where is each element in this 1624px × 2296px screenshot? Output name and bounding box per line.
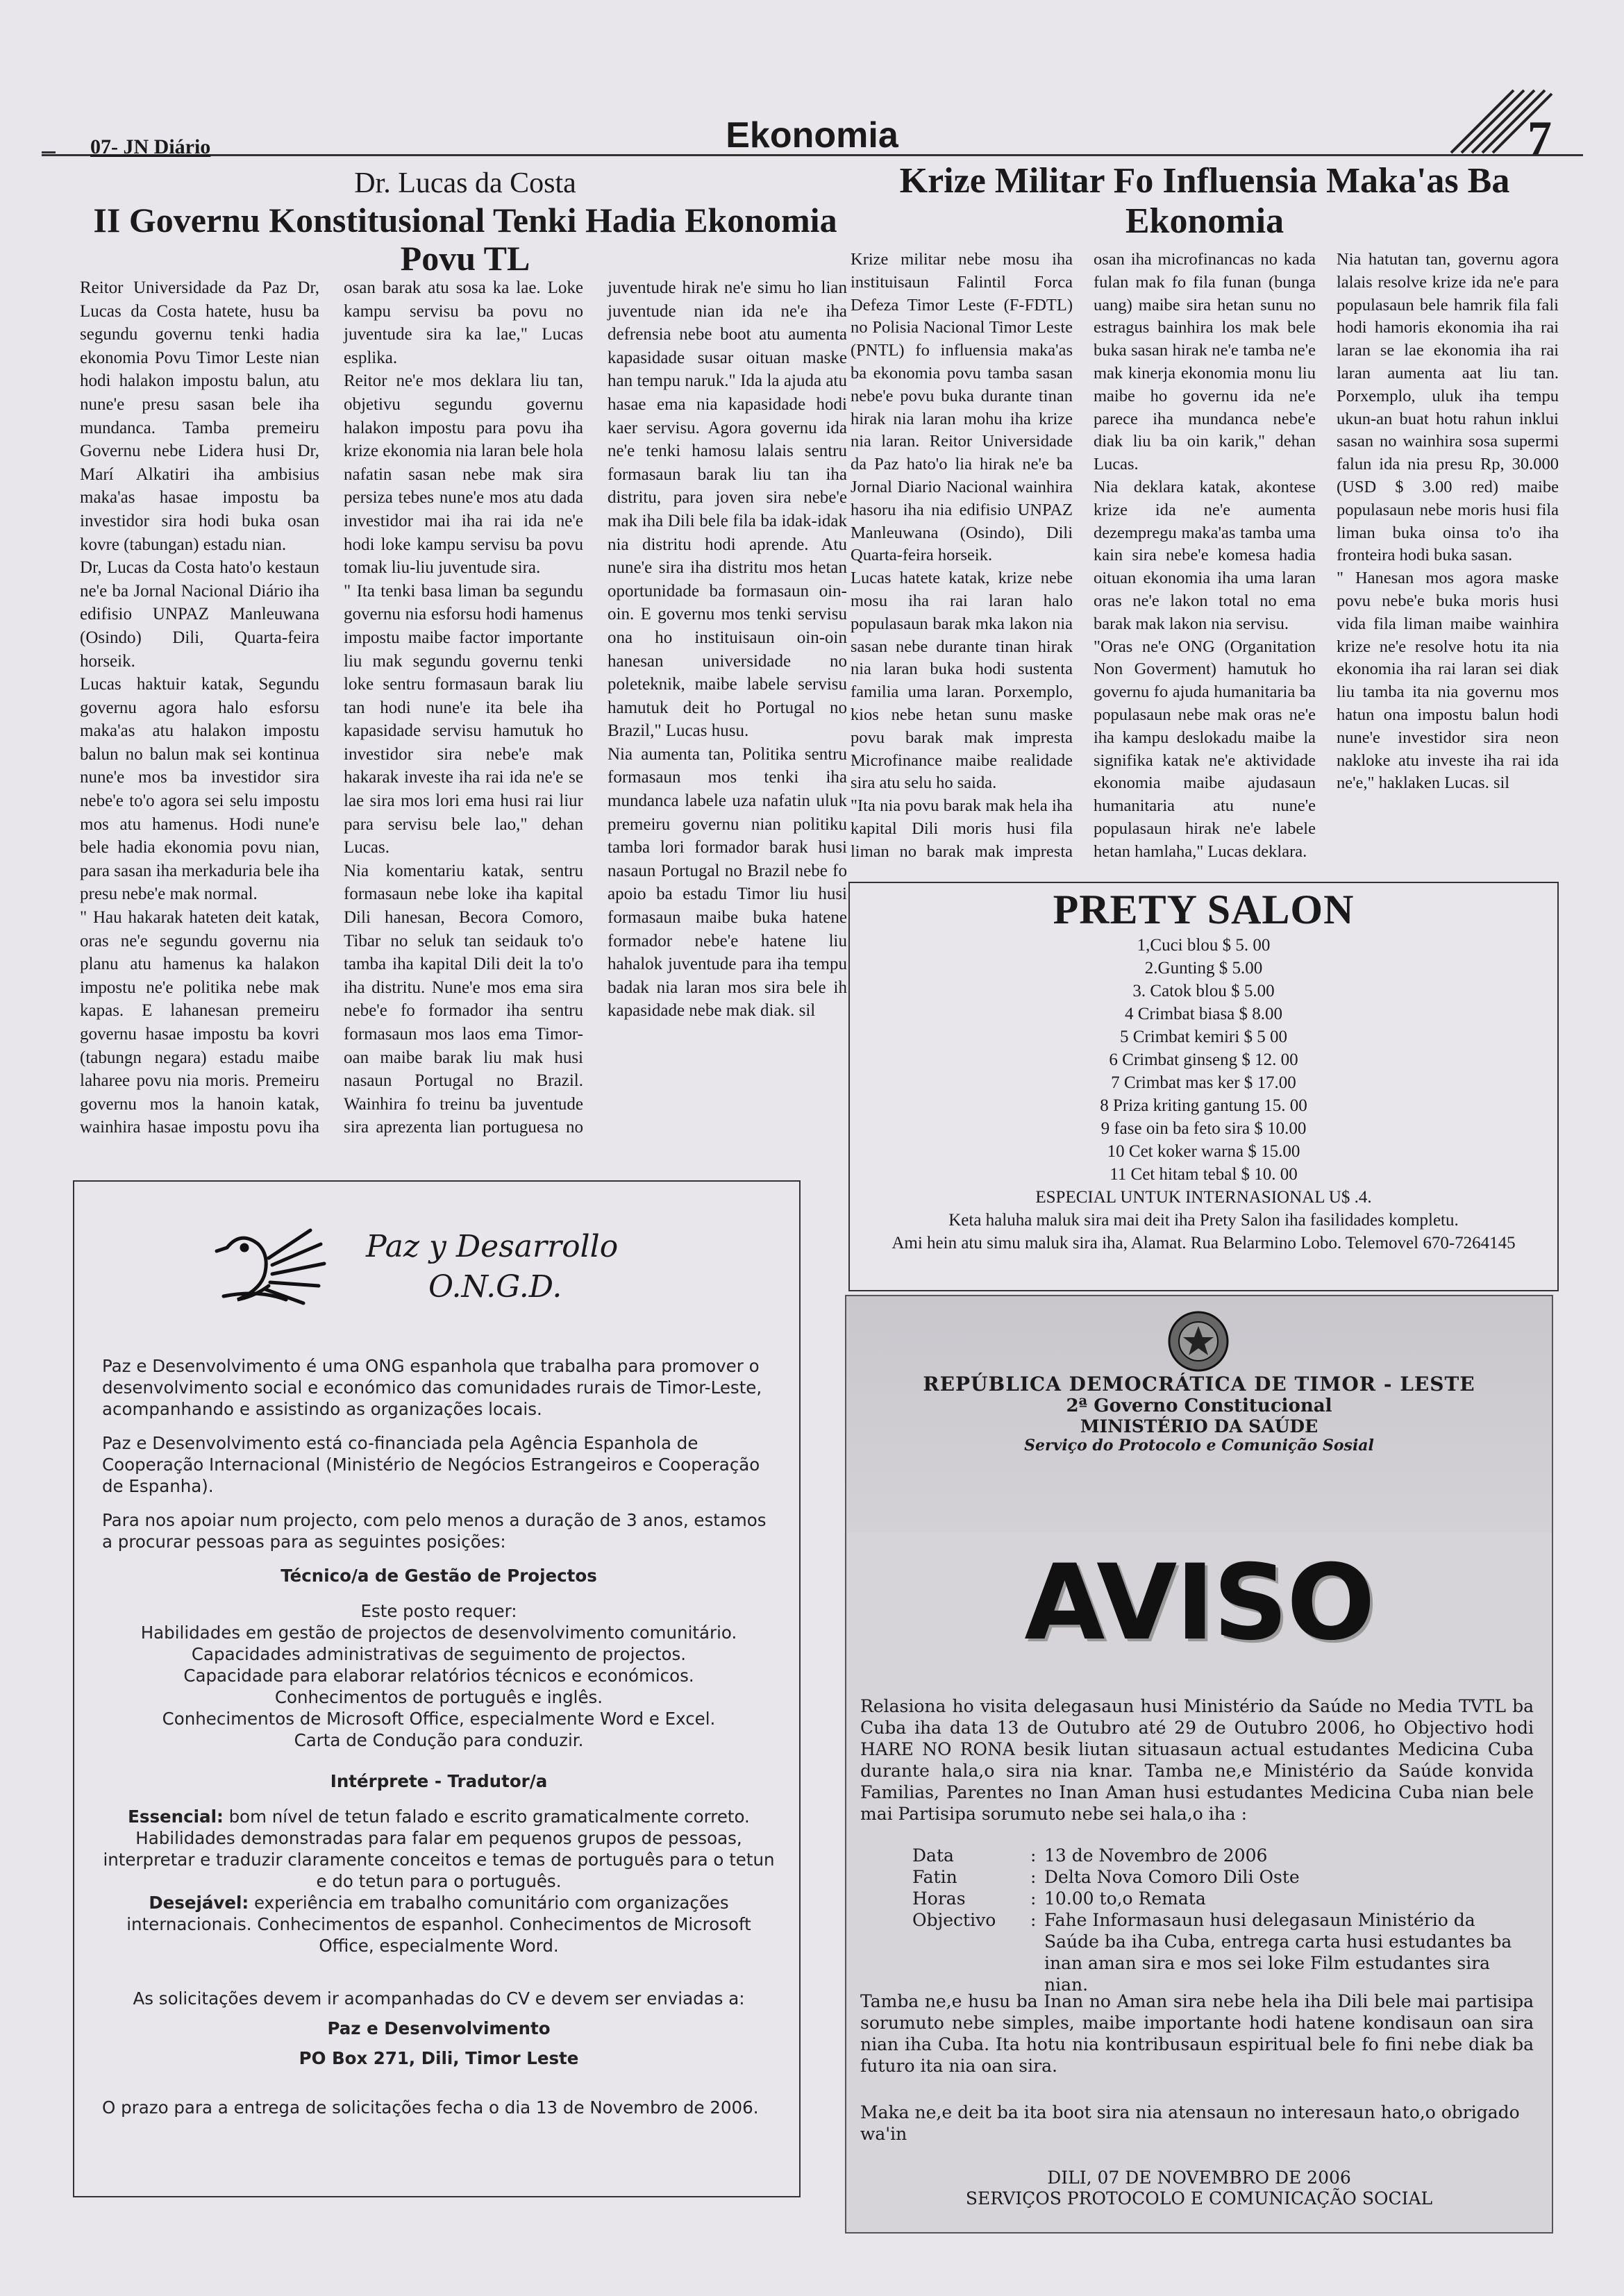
ong-apply: As solicitações devem ir acompanhadas do CV e devem ser enviadas a: bbox=[133, 1988, 745, 2009]
article2-paragraph: Krize militar nebe mosu iha instituisaun Falintil Forca Defeza Timor Leste (F-FDTL) no Polisia Nacional Timor Leste (PNTL) fo influensia maka'as ba ekonomia povu tamba sasan nebe'e povu buka durante tinan hirak nia laran mohu iha krize nia laran. Reitor Universidade da Paz hato'o lia hirak ne'e ba Jornal Diario Nacional wainhira hasoru iha nia edifisio UNPAZ Manleuwana (Osindo), Dili Quarta-feira horseik. bbox=[851, 250, 1073, 565]
aviso-detail-value: 13 de Novembro de 2006 bbox=[1044, 1845, 1268, 1866]
aviso-closing: Maka ne,e deit ba ita boot sira nia atensaun no interesaun hato,o obrigado wa'in bbox=[860, 2102, 1520, 2144]
salon-price-item: 1,Cuci blou $ 5. 00 bbox=[1137, 936, 1271, 955]
article1-author: Dr. Lucas da Costa bbox=[354, 167, 576, 199]
article1-paragraph: Lucas haktuir katak, Segundu governu agora halo esforsu maka'as atu halakon impostu balun no balun mak sei kontinua nune'e mos ba investidor sira nebe'e to'o agora sei selu impostu mos atu hamenus. Hodi nune'e bele hadia ekonomia povu nian, para sasan iha merkaduria bele iha presu nebe'e mak normal. bbox=[80, 675, 319, 904]
article2-paragraph: Lucas hatete katak, krize nebe mosu iha rai laran halo populasaun barak mka lakon nia sasan nebe durante tinan hirak nia laran buka hodi sustenta familia uma laran. Porxemplo, kios nebe hetan sunu maske povu barak mak impresta Microfinance maibe realidade sira atu selu ho saida. bbox=[851, 569, 1073, 793]
ong-ad bbox=[73, 1180, 801, 2197]
ong-req: Habilidades em gestão de projectos de desenvolvimento comunitário. bbox=[140, 1623, 737, 1643]
ong-essential-label: Essencial: bbox=[128, 1807, 224, 1827]
aviso-detail-value: 10.00 to,o Remata bbox=[1044, 1888, 1206, 1909]
salon-price-item: 7 Crimbat mas ker $ 17.00 bbox=[1111, 1073, 1296, 1092]
article2-paragraph: Nia hatutan tan, governu agora lalais resolve krize ida ne'e para populasaun bele hamrik fila fali hodi hamoris ekonomia iha rai laran se lae ekonomia iha rai laran aumenta aat liu tan. Porxemplo, uluk iha tempu ukun-an buat hotu rahun inklui sasan no wainhira sosa supermi falun ida nia presu Rp, 30.000 (USD $ 3.00 red) maibe populasaun nebe moris husi fila liman buka oinsa to'o iha fronteira hodi buka sasan. bbox=[1337, 250, 1559, 565]
aviso-details bbox=[912, 1845, 1523, 1995]
ong-position-title: Técnico/a de Gestão de Projectos bbox=[281, 1566, 597, 1586]
salon-price-list bbox=[850, 934, 1557, 1186]
aviso-letterhead bbox=[846, 1373, 1552, 1455]
aviso-detail-row: Horas : 10.00 to,o Remata bbox=[912, 1888, 1206, 1909]
ong-name bbox=[366, 1227, 618, 1307]
ong-desirable-label: Desejável: bbox=[149, 1893, 249, 1913]
article1-paragraph: Dr, Lucas da Costa hato'o kestaun ne'e ba Jornal Nacional Diário iha edifisio UNPAZ Manleuwana (Osindo) Dili, Quarta-feira horseik. bbox=[80, 558, 319, 671]
ong-text bbox=[102, 1355, 776, 2118]
ong-org: Paz e Desenvolvimento bbox=[327, 2018, 551, 2038]
article2-paragraph: " Hanesan mos agora maske povu nebe'e buka moris husi vida fila liman maibe wainhira krize ne'e resolve hotu ita nia ekonomia iha rai laran sei diak liu tamba ita nia governu mos hatun ona impostu balun hodi nune'e investidor sira neon nakloke atu investe iha rai ida ne'e," haklaken Lucas. sil bbox=[1337, 569, 1559, 793]
aviso-detail-label: Fatin bbox=[912, 1867, 957, 1887]
aviso-ministry: MINISTÉRIO DA SAÚDE bbox=[1080, 1416, 1319, 1436]
aviso-detail-label: Data bbox=[912, 1845, 954, 1866]
ong-address: PO Box 271, Dili, Timor Leste bbox=[299, 2048, 579, 2068]
aviso-date: DILI, 07 DE NOVEMBRO DE 2006 bbox=[1047, 2168, 1351, 2188]
ong-req: Capacidade para elaborar relatórios técnicos e económicos. bbox=[183, 1666, 694, 1686]
aviso-detail-value: Delta Nova Comoro Dili Oste bbox=[1044, 1867, 1300, 1887]
ong-req: Conhecimentos de português e inglês. bbox=[274, 1687, 603, 1707]
salon-price-item: 9 fase oin ba feto sira $ 10.00 bbox=[1100, 1119, 1307, 1138]
ong-req: Carta de Condução para conduzir. bbox=[294, 1730, 584, 1750]
salon-note-line: Ami hein atu simu maluk sira iha, Alamat. Rua Belarmino Lobo. Telemovel 670-7264145 bbox=[891, 1234, 1516, 1252]
salon-title: PRETY SALON bbox=[1053, 887, 1355, 932]
ong-req: Conhecimentos de Microsoft Office, especialmente Word e Excel. bbox=[162, 1709, 716, 1729]
page-number: 7 bbox=[1527, 112, 1552, 165]
salon-note bbox=[850, 1209, 1557, 1255]
salon-price-item: 2.Gunting $ 5.00 bbox=[1144, 959, 1263, 978]
salon-price-item: 4 Crimbat biasa $ 8.00 bbox=[1124, 1005, 1283, 1023]
article2-paragraph: Nia deklara katak, akontese krize ida ne'e aumenta dezempregu maka'as tamba uma kain sira nebe'e komesa hadia oituan ekonomia iha uma laran oras ne'e lakon total no ema barak mak lakon nia servisu. bbox=[1094, 477, 1316, 633]
aviso-title: AVISO bbox=[1024, 1543, 1374, 1664]
article2-body bbox=[851, 249, 1559, 880]
aviso-signature: SERVIÇOS PROTOCOLO E COMUNICAÇÃO SOCIAL bbox=[965, 2188, 1433, 2209]
ong-position-title: Intérprete - Tradutor/a bbox=[330, 1771, 548, 1791]
ong-intro: Paz e Desenvolvimento é uma ONG espanhola que trabalha para promover o desenvolvimento social e económico das comunidades rurais de Timor-Leste, acompanhando e assistindo as organizações locais. bbox=[102, 1356, 762, 1419]
ong-name-line2: O.N.G.D. bbox=[428, 1269, 562, 1305]
ong-intro: Para nos apoiar num projecto, com pelo menos a duração de 3 anos, estamos a procurar pessoas para as seguintes posições: bbox=[102, 1510, 767, 1552]
aviso-detail-row: Objectivo : Fahe Informasaun husi delegasaun Ministério da Saúde ba iha Cuba, entrega carta husi estudantes ba inan aman sira e mos sei loke Film estudantes sira nian. bbox=[912, 1909, 1523, 1995]
aviso-detail-value: Fahe Informasaun husi delegasaun Ministério da Saúde ba iha Cuba, entrega carta husi estudantes ba inan aman sira e mos sei loke Film estudantes sira nian. bbox=[1044, 1910, 1512, 1995]
aviso-detail-label: Horas bbox=[912, 1888, 966, 1909]
salon-price-item: 3. Catok blou $ 5.00 bbox=[1132, 982, 1275, 1000]
salon-price-item: 6 Crimbat ginseng $ 12. 00 bbox=[1109, 1050, 1298, 1069]
salon-ad bbox=[848, 882, 1559, 1291]
ong-desirable bbox=[102, 1892, 776, 1956]
article1-paragraph: Reitor Universidade da Paz Dr, Lucas da Costa hatete, husu ba segundu governu tenki hadia ekonomia Povu Timor Leste nian hodi halakon impostu balun, atu nune'e presu sasan bele iha mundanca. Tamba premeiru Governu nebe Lidera husi Dr, Marí Alkatiri iha ambisius maka'as hasae impostu ba investidor sira hodi buka osan kovre (tabungan) estadu nian. bbox=[80, 278, 319, 554]
article2-headline: Krize Militar Fo Influensia Maka'as Ba Ekonomia bbox=[899, 161, 1510, 241]
salon-note-line: Keta haluha maluk sira mai deit iha Prety Salon iha fasilidades kompletu. bbox=[948, 1211, 1459, 1230]
dove-icon bbox=[206, 1220, 345, 1310]
article1-headline: II Governu Konstitusional Tenki Hadia Ekonomia Povu TL bbox=[93, 201, 837, 278]
ong-desirable-text: experiência em trabalho comunitário com organizações internacionais. Conhecimentos de espanhol. Conhecimentos de Microsoft Office, especialmente Word. bbox=[126, 1893, 751, 1956]
article1-paragraph: Reitor ne'e mos deklara liu tan, objetivu segundu governu halakon impostu para povu iha krize ekonomia nia laran bele hola nafatin sasan nebe mak sira persiza tebes nune'e mos atu dada investidor mai iha rai ida ne'e hodi loke kampu servisu ba povu tomak liu-liu juventude sira. bbox=[344, 371, 583, 578]
aviso-detail-row: Fatin : Delta Nova Comoro Dili Oste bbox=[912, 1867, 1300, 1887]
salon-price-item: 5 Crimbat kemiri $ 5 00 bbox=[1120, 1028, 1287, 1046]
article1-body bbox=[80, 276, 847, 1162]
aviso-body: Relasiona ho visita delegasaun husi Ministério da Saúde no Media TVTL ba Cuba iha data 13 de Outubro até 29 de Outubro 2006, ho Objectivo hodi HARE NO RONA besik liutan situasaun actual estudantes Medicina Cuba durante hala,o sira nia knar. Tamba ne,e Ministério da Saúde konvida Familias, Parentes no Inan Aman husi estudantes Medicina Cuba nian bele mai Partisipa sorumuto nebe sei hala,o iha : bbox=[860, 1696, 1534, 1824]
aviso-republic: REPÚBLICA DEMOCRÁTICA DE TIMOR - LESTE bbox=[923, 1373, 1475, 1396]
article2-paragraph: "Ita nia povu barak mak hela iha kapital Dili moris husi fila liman no barak mak impresta osan iha microfinancas no kada fulan mak fo fila funan (bunga uang) maibe sira hetan sunu no estragus bainhira los mak bele buka sasan hirak ne'e tamba ne'e mak kinerja ekonomia monu liu maibe ho governu ida ne'e parece iha mundanca nebe'e diak liu ba oin karik," dehan Lucas. bbox=[851, 250, 1316, 861]
page-label: 07- JN Diário bbox=[90, 135, 211, 158]
article1-paragraph: " Hau hakarak hateten deit katak, oras ne'e segundu governu nia planu atu hamenus ka halakon impostu ne'e politika nebe mak kapas. E lahanesan premeiru governu hasae impostu ba kovri (tabungn negara) estadu maibe laharee povu nia moris. Premeiru governu mos la hanoin katak, wainhira hasae impostu povu iha osan barak atu sosa ka lae. Loke kampu servisu ba povu no juventude sira ka lae," Lucas esplika. bbox=[80, 278, 583, 1137]
ong-name-line1: Paz y Desarrollo bbox=[366, 1229, 619, 1264]
ong-req: Capacidades administrativas de seguimento de projectos. bbox=[191, 1644, 687, 1664]
article1-paragraph: Nia komentariu katak, sentru formasaun nebe loke iha kapital Dili hanesan, Becora Comoro, Tibar no seluk tan seidauk to'o tamba iha kapital Dili deit la to'o iha distritu. Nune'e mos ema sira nebe'e fo formador iha sentru formasaun mos laos ema Timor-oan maibe barak liu mak husi nasaun Portugal no Brazil. Wainhira fo treinu ba juventude sira aprezenta lian portuguesa no juventude hirak ne'e simu ho lian juventude nian ida ne'e iha defrensia nebe boot atu aumenta kapasidade susar oituan maske han tempu naruk." Ida la ajuda atu hasae ema nia kapasidade hodi kaer servisu. Agora governu ida ne'e tenki hamosu lalais sentru formasaun barak liu tan iha distritu, para joven sira nebe'e mak iha Dili bele fila ba idak-idak nia distritu hodi aprende. Atu nune'e sira iha distritu mos hetan oportunidade ba formasaun oin-oin. E governu mos tenki servisu ona ho instituisaun oin-oin hanesan universidade no poleteknik, maibe labele servisu hamutuk deit ho Portugal no Brazil," Lucas husu. bbox=[344, 278, 847, 1137]
aviso-notice bbox=[845, 1295, 1553, 2234]
aviso-service: Serviço do Protocolo e Comunição Sosial bbox=[1024, 1436, 1374, 1455]
salon-price-item: 11 Cet hitam tebal $ 10. 00 bbox=[1110, 1165, 1298, 1184]
salon-price-item: 8 Priza kriting gantung 15. 00 bbox=[1100, 1096, 1307, 1115]
ong-essential bbox=[102, 1806, 776, 1892]
article1-paragraph: " Ita tenki basa liman ba segundu governu nia esforsu hodi hamenus impostu maibe factor importante liu mak segundu governu tenki loke sentru formasaun barak liu tan hodi nune'e ita bele iha kapasidade servisu hamutuk ho investidor sira nebe'e mak hakarak investe iha rai ida ne'e se lae sira mos lori ema husi rai liur para servisu bele lao," dehan Lucas. bbox=[344, 581, 583, 857]
section-title: Ekonomia bbox=[726, 115, 898, 156]
article1-paragraph: Nia aumenta tan, Politika sentru formasaun mos tenki iha mundanca labele uza nafatin uluk premeiru governu nian politiku tamba lori formador barak husi nasaun Portugal no Brazil nebe fo apoio ba estadu Timor liu husi formasaun maibe buka hatene formador nebe'e hatene liu hahalok juventude para iha tempu badak nia laran mos sira bele ih kapasidade nebe mak diak. sil bbox=[608, 744, 847, 1021]
ong-essential-text: bom nível de tetun falado e escrito gramaticalmente correto. Habilidades demonstradas para falar em pequenos grupos de pessoas, interpretar e traduzir claramente conceitos e temas de português para o tetun e do tetun para o português. bbox=[103, 1807, 775, 1891]
aviso-detail-label: Objectivo bbox=[912, 1910, 996, 1930]
salon-price-item: 10 Cet koker warna $ 15.00 bbox=[1107, 1142, 1300, 1161]
aviso-government: 2ª Governo Constitucional bbox=[1066, 1396, 1332, 1416]
salon-special: ESPECIAL UNTUK INTERNASIONAL U$ .4. bbox=[1035, 1188, 1372, 1207]
ong-intro: Paz e Desenvolvimento está co-financiada pela Agência Espanhola de Cooperação Internacional (Ministério de Negócios Estrangeiros e Cooperação de Espanha). bbox=[102, 1433, 760, 1496]
ong-deadline: O prazo para a entrega de solicitações fecha o dia 13 de Novembro de 2006. bbox=[102, 2097, 759, 2118]
aviso-body: Tamba ne,e husu ba Inan no Aman sira nebe hela iha Dili bele mai partisipa sorumuto nebe simples, maibe importante hodi hatene kondisaun oan sira nian iha Cuba. Ita hotu nia kontribusaun espiritual bele fo fini nebe diak ba futuro ita nia oan sira. bbox=[860, 1991, 1534, 2076]
ong-req-label: Este posto requer: bbox=[360, 1601, 517, 1621]
national-emblem-icon bbox=[1166, 1309, 1232, 1375]
aviso-signature-block bbox=[846, 2168, 1552, 2209]
aviso-detail-row: Data : 13 de Novembro de 2006 bbox=[912, 1845, 1268, 1866]
article2-paragraph: "Oras ne'e ONG (Organitation Non Goverment) hamutuk ho governu fo ajuda humanitaria ba populasaun nebe mak oras ne'e iha kampu deslokadu maibe la signifika katak ne'e aktividade ekonomia maibe ajudasaun humanitaria atu nune'e populasaun hirak ne'e labele hetan hamlaha," Lucas deklara. bbox=[1094, 637, 1316, 861]
